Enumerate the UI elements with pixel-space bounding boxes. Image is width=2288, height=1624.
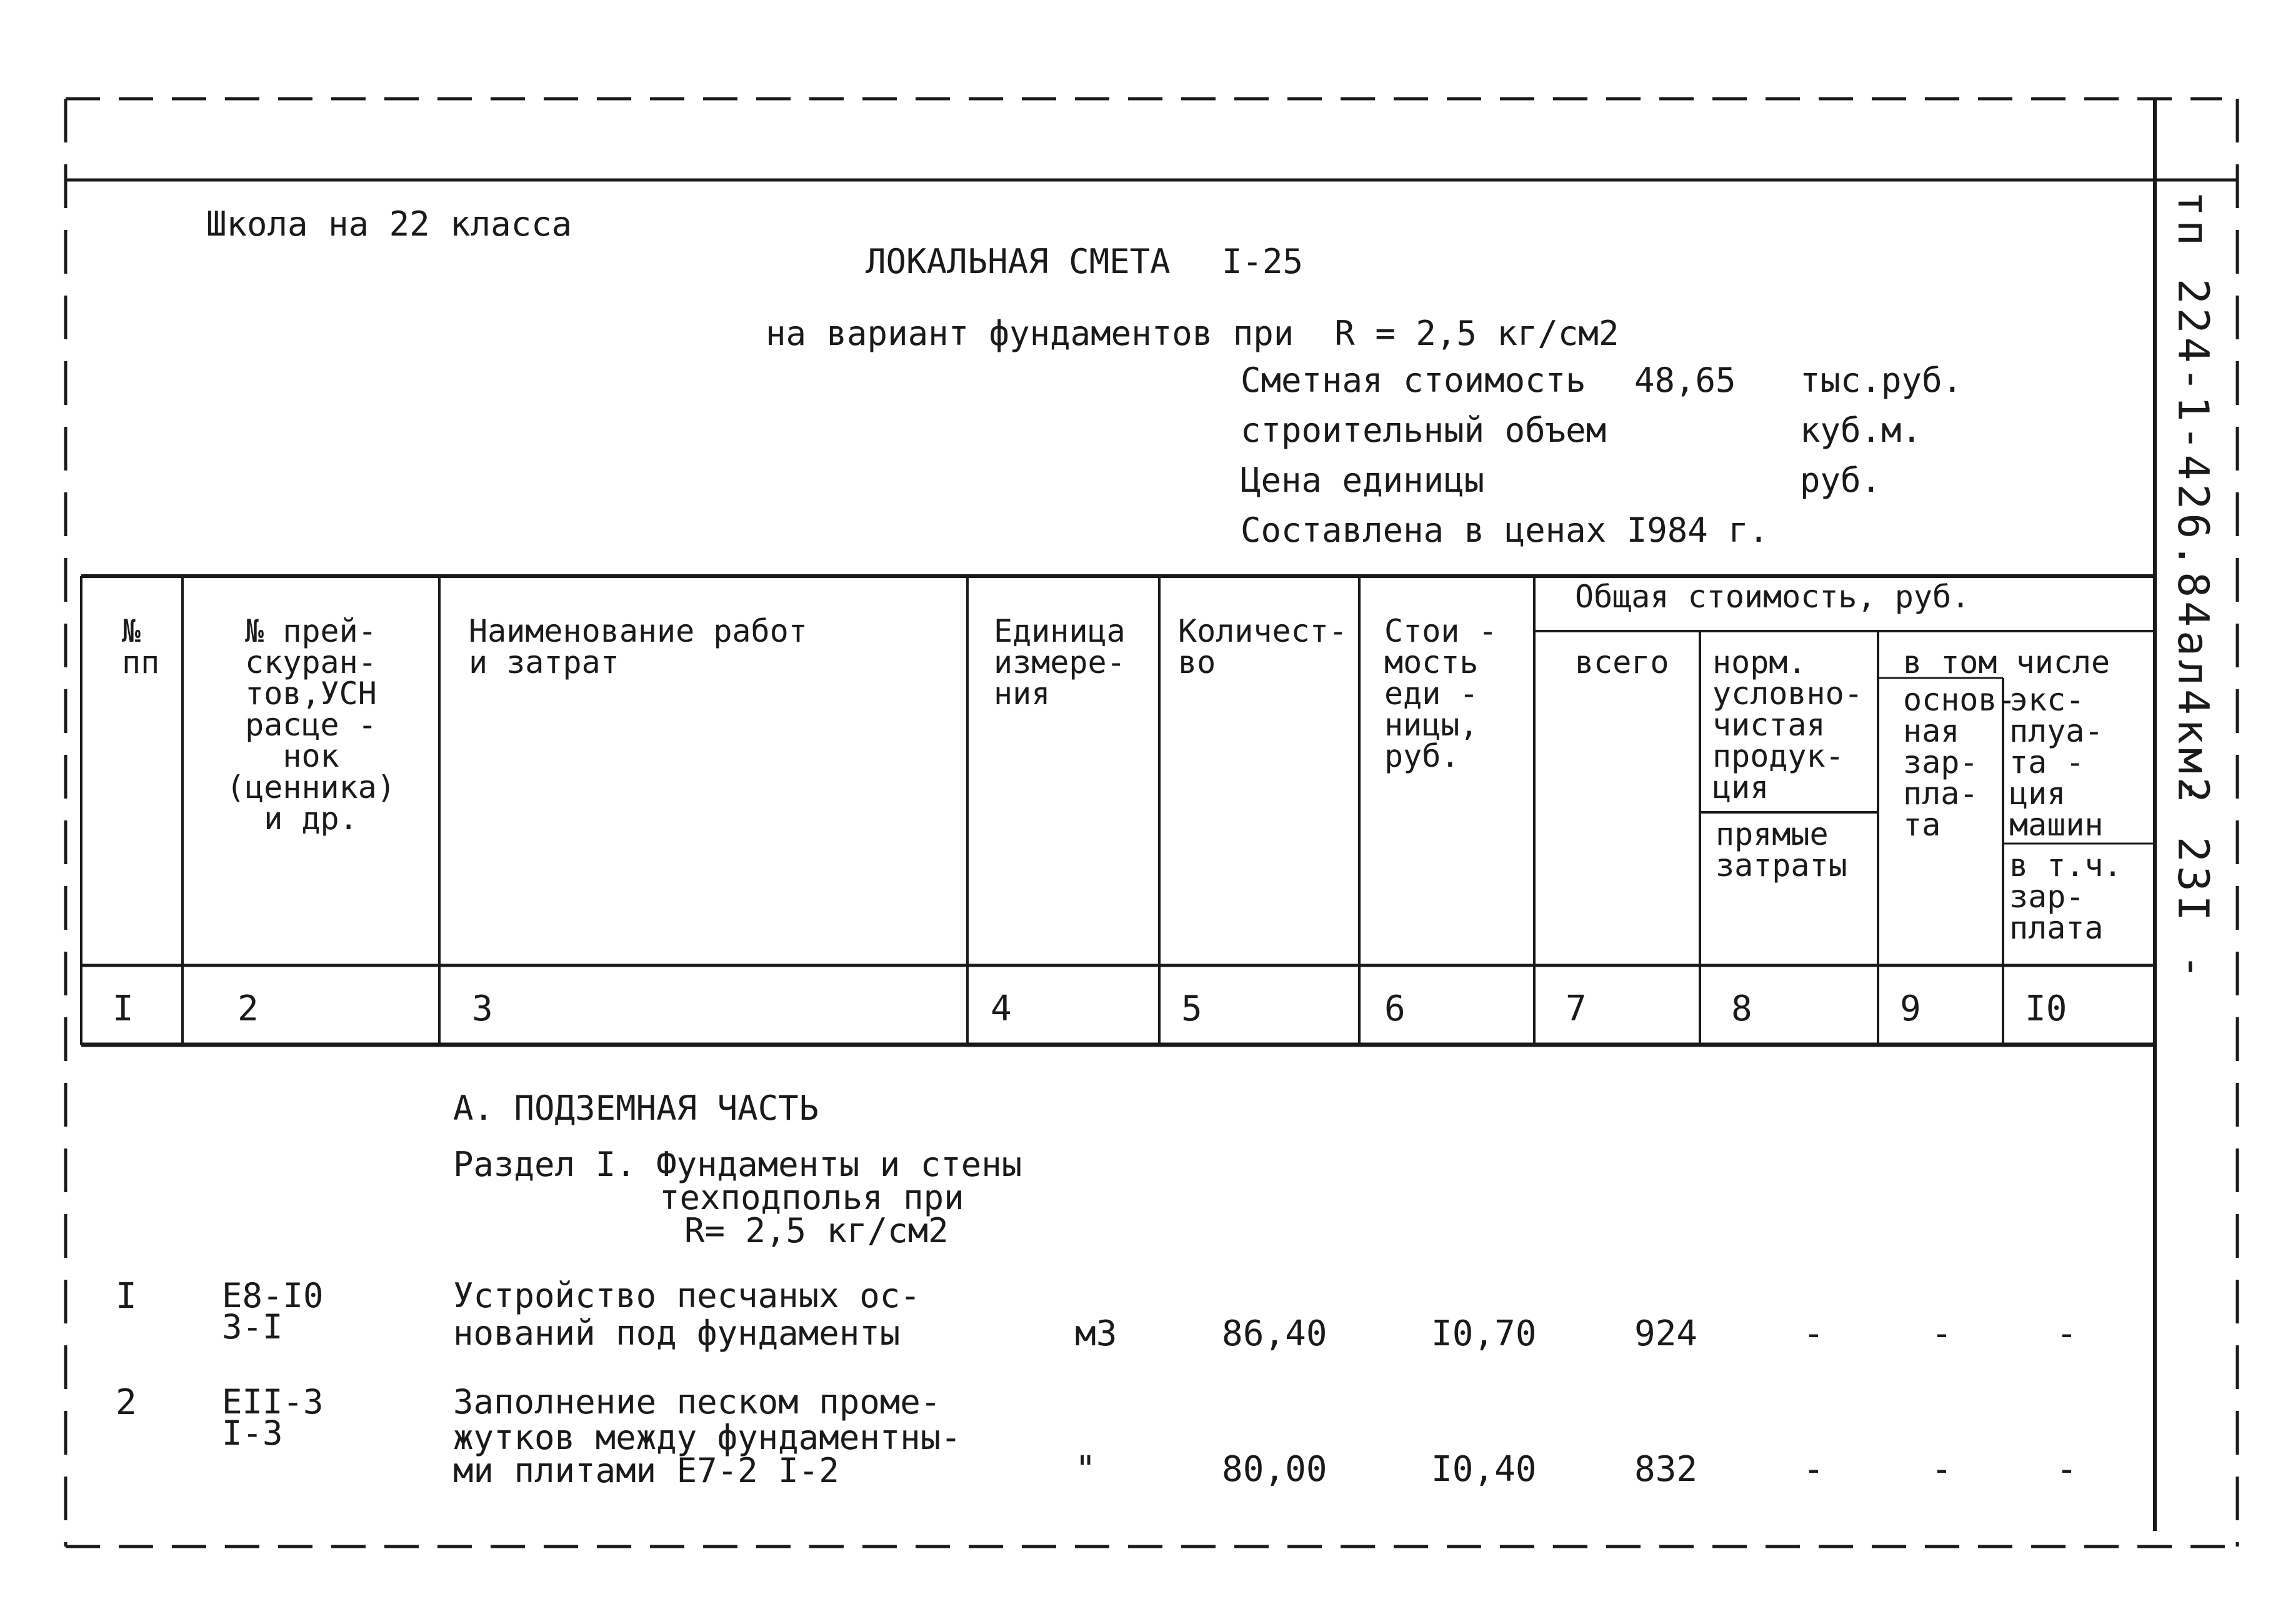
row-total: 832: [1634, 1449, 1698, 1490]
header-col-1: № пп: [122, 613, 160, 680]
header-col-10b: в т.ч. зар- плата: [2009, 847, 2122, 946]
row-quantity: 80,00: [1222, 1449, 1327, 1490]
row-work-name: Заполнение песком проме-: [453, 1382, 941, 1422]
row-unit-price: I0,40: [1431, 1449, 1537, 1490]
row-work-name: жутков между фундаментны-: [453, 1418, 961, 1457]
row-number: I: [116, 1276, 137, 1317]
cost-label: Сметная стоимость: [1241, 361, 1586, 400]
header-col-6: Стои - мость еди - ницы, руб.: [1384, 613, 1497, 774]
column-number: 5: [1181, 989, 1202, 1029]
unit-price-unit: руб.: [1800, 461, 1882, 500]
row-code: I-3: [222, 1413, 283, 1453]
row-work-name: Устройство песчаных ос-: [453, 1276, 921, 1315]
cost-value: 48,65: [1634, 361, 1736, 400]
section-part-title: А. ПОДЗЕМНАЯ ЧАСТЬ: [453, 1088, 819, 1128]
row-work-name: ми плитами Е7-2 I-2: [453, 1451, 839, 1490]
row-net-product: -: [1803, 1313, 1824, 1354]
header-col-8b: прямые затраты: [1716, 816, 1847, 884]
document-number: I-25: [1222, 242, 1304, 281]
column-number: 3: [472, 989, 493, 1029]
unit-price-label: Цена единицы: [1241, 461, 1485, 500]
column-number: 4: [991, 989, 1012, 1029]
header-col-9: основ- ная зар- пла- та: [1903, 682, 2016, 843]
column-number: I: [112, 989, 134, 1029]
column-number: I0: [2025, 989, 2067, 1029]
section-title-line-3: R= 2,5 кг/см2: [684, 1211, 949, 1250]
school-name: Школа на 22 класса: [206, 204, 572, 244]
row-quantity: 86,40: [1222, 1313, 1327, 1354]
column-number: 2: [237, 989, 259, 1029]
row-base-salary: -: [1931, 1449, 1952, 1490]
header-col-8a: норм. условно- чистая продук- ция: [1712, 644, 1863, 805]
row-unit: м3: [1075, 1313, 1117, 1354]
row-net-product: -: [1803, 1449, 1824, 1490]
column-number: 6: [1384, 989, 1406, 1029]
section-title-line-1: Раздел I. Фундаменты и стены: [453, 1145, 1022, 1184]
header-col-2: № прей- скуран- тов,УСН расце - нок (ценника) и др.: [226, 613, 396, 837]
row-number: 2: [116, 1382, 137, 1423]
row-work-name: нований под фундаменты: [453, 1313, 901, 1353]
cost-unit: тыс.руб.: [1800, 361, 1963, 400]
header-col-7: всего: [1575, 644, 1669, 680]
row-base-salary: -: [1931, 1313, 1952, 1354]
volume-unit: куб.м.: [1800, 411, 1922, 450]
row-total: 924: [1634, 1313, 1698, 1354]
row-unit-price: I0,70: [1431, 1313, 1537, 1354]
row-machine-cost: -: [2056, 1313, 2077, 1354]
header-group-incl: в том числе: [1903, 644, 2111, 680]
column-number: 8: [1731, 989, 1752, 1029]
header-col-5: Количест- во: [1178, 613, 1347, 680]
header-col-10a: экс- плуа- та - ция машин: [2009, 682, 2104, 843]
row-code: ЕII-3: [222, 1382, 324, 1422]
header-col-4: Единица измере- ния: [994, 613, 1126, 712]
column-number: 7: [1566, 989, 1587, 1029]
prices-note: Составлена в ценах I984 г.: [1241, 511, 1769, 550]
section-title-line-2: техподполья при: [659, 1178, 964, 1217]
header-col-3: Наименование работ и затрат: [469, 613, 807, 680]
document-subtitle: на вариант фундаментов при R = 2,5 кг/см2: [766, 314, 1619, 353]
row-code: Е8-I0: [222, 1276, 324, 1315]
row-unit: ": [1075, 1449, 1096, 1490]
header-group-total: Общая стоимость, руб.: [1575, 579, 1971, 615]
volume-label: строительный объем: [1241, 411, 1607, 450]
row-code: 3-I: [222, 1307, 283, 1347]
document-title: ЛОКАЛЬНАЯ СМЕТА: [866, 242, 1171, 281]
row-machine-cost: -: [2056, 1449, 2077, 1490]
side-code: тп 224-1-426.84ал4км2: [2168, 191, 2217, 807]
column-number: 9: [1900, 989, 1921, 1029]
page-number: - 23I -: [2168, 778, 2217, 984]
